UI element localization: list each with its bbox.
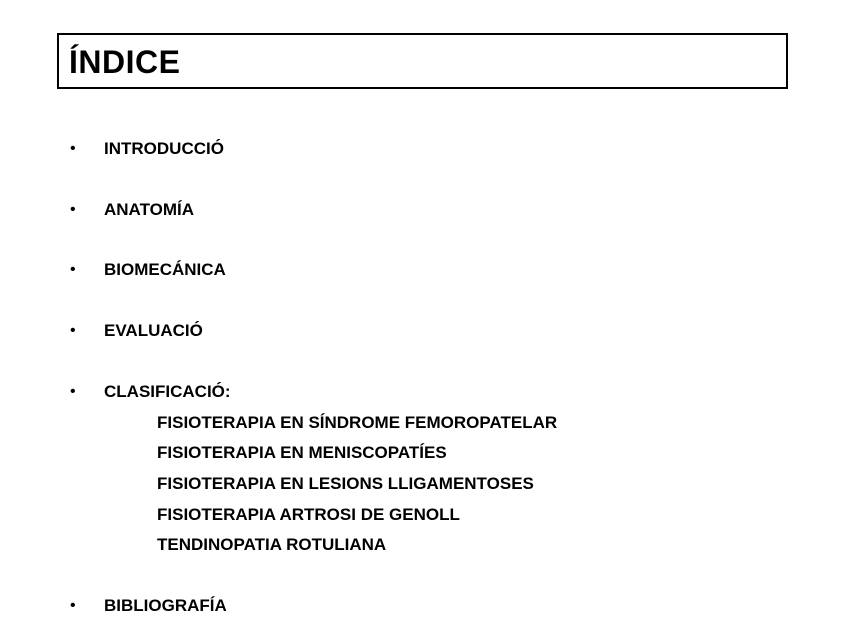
list-item-label: INTRODUCCIÓ (104, 139, 224, 158)
list-item-label: BIBLIOGRAFÍA (104, 596, 227, 615)
bullet-icon: • (70, 597, 76, 614)
sublist-item: FISIOTERAPIA ARTROSI DE GENOLL (157, 505, 460, 524)
sublist-item: FISIOTERAPIA EN SÍNDROME FEMOROPATELAR (157, 413, 558, 432)
sublist-item: FISIOTERAPIA EN LESIONS LLIGAMENTOSES (157, 474, 534, 493)
list-item-label: CLASIFICACIÓ: (104, 382, 231, 401)
bullet-icon: • (70, 201, 76, 218)
list-item-label: BIOMECÁNICA (104, 260, 226, 279)
sublist-item: TENDINOPATIA ROTULIANA (157, 535, 387, 554)
title-box (57, 33, 788, 89)
page-title: ÍNDICE (69, 44, 181, 80)
bullet-icon: • (70, 322, 76, 339)
bullet-icon: • (70, 383, 76, 400)
list-item-label: EVALUACIÓ (104, 321, 203, 340)
bullet-icon: • (70, 140, 76, 157)
bullet-icon: • (70, 261, 76, 278)
sublist-item: FISIOTERAPIA EN MENISCOPATÍES (157, 443, 447, 462)
list-item-label: ANATOMÍA (104, 200, 195, 219)
